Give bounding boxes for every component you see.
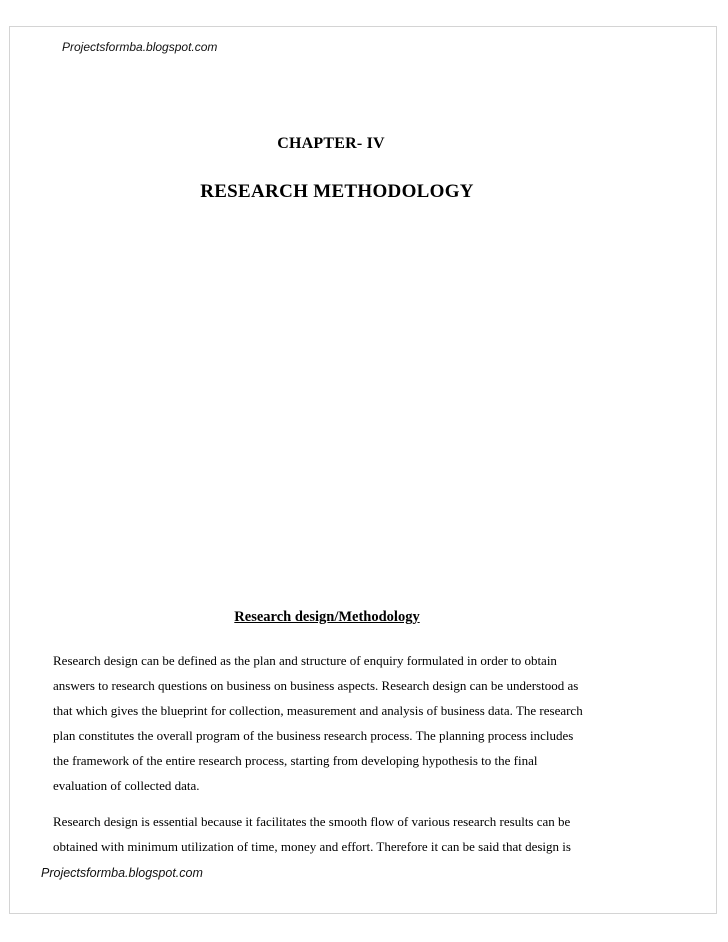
paragraph-line: evaluation of collected data. <box>53 778 200 793</box>
paragraph-line: Research design is essential because it facilitates the smooth flow of various research results can be <box>53 814 571 829</box>
paragraph-line: the framework of the entire research process, starting from developing hypothesis to the final <box>53 753 538 768</box>
paragraph-line: answers to research questions on business on business aspects. Research design can be understood as <box>53 678 579 693</box>
paragraph-line: obtained with minimum utilization of time, money and effort. Therefore it can be said that design is <box>53 839 571 854</box>
paragraph-line: that which gives the blueprint for collection, measurement and analysis of business data. The research <box>53 703 583 718</box>
paragraph-research-design-definition <box>53 648 653 798</box>
chapter-title: RESEARCH METHODOLOGY <box>200 181 474 202</box>
page-header-site: Projectsformba.blogspot.com <box>62 40 218 54</box>
page-footer-site: Projectsformba.blogspot.com <box>41 866 203 880</box>
chapter-label: CHAPTER- IV <box>277 135 385 152</box>
paragraph-line: Research design can be defined as the plan and structure of enquiry formulated in order to obtain <box>53 653 557 668</box>
paragraph-research-design-importance <box>53 809 653 859</box>
section-heading: Research design/Methodology <box>234 609 420 625</box>
paragraph-line: plan constitutes the overall program of the business research process. The planning process includes <box>53 728 574 743</box>
